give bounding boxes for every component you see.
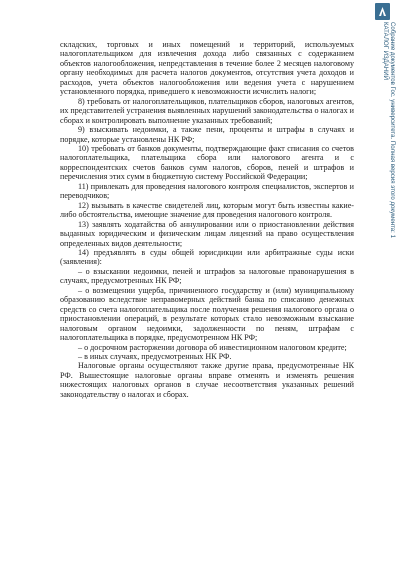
- document-body: [60, 40, 354, 399]
- paragraph-item-11: 11) привлекать для проведения налогового контроля специалистов, экспертов и переводчиков;: [60, 181, 354, 201]
- paragraph-other-rights: Налоговые органы осуществляют также другие права, предусмотренные НК РФ. Вышестоящие налоговые органы вправе отменять и изменять решения нижестоящих налоговых органов в случае несоответствия указанных решений законодательству о налогах и сборах.: [60, 361, 354, 399]
- paragraph-claim-other: – в иных случаях, предусмотренных НК РФ.: [78, 351, 232, 361]
- paragraph-item-14: 14) предъявлять в суды общей юрисдикции или арбитражные суды иски (заявления):: [60, 247, 354, 267]
- paragraph-item-10: 10) требовать от банков документы, подтверждающие факт списания со счетов налогоплательщика, плательщика сбора или налогового агента и с корреспондентских счетов банков сумм налогов, сборов, пеней и штрафов и перечисления этих сумм в бюджетную систему Российской Федерации;: [60, 143, 354, 182]
- paragraph-claim-arrears: – о взыскании недоимки, пеней и штрафов за налоговые правонарушения в случаях, предусмотренных НК РФ;: [60, 266, 354, 286]
- paragraph-item-12: 12) вызывать в качестве свидетелей лиц, которым могут быть известны какие-либо обстоятельства, имеющие значение для проведения налогового контроля.: [60, 200, 354, 220]
- side-watermark-line2: КАТАЛОГ ИЗДАНИЙ: [382, 22, 390, 81]
- paragraph-item-8: 8) требовать от налогоплательщиков, плательщиков сборов, налоговых агентов, их представителей устранения выявленных нарушений законодательства о налогах и сборах и контролировать выполнение указанных требований;: [60, 96, 354, 125]
- paragraph-claim-credit: – о досрочном расторжении договора об инвестиционном налоговом кредите;: [78, 342, 347, 352]
- side-watermark: [383, 22, 395, 392]
- side-watermark-line1: Собрание документов Гос. университета. Полная версия этого документа: 1: [389, 22, 396, 238]
- paragraph-claim-damages: – о возмещении ущерба, причиненного государству и (или) муниципальному образованию вследствие неправомерных действий банка по списанию денежных средств со счета налогоплательщика после получения решения налогового органа о приостановлении операций, в результате которых стало невозможным взыскание налоговым органом недоимки, задолженности по пеням, штрафам с налогоплательщика в порядке, предусмотренном НК РФ;: [60, 285, 354, 343]
- logo-mark-icon: [379, 7, 386, 16]
- paragraph-item-13: 13) заявлять ходатайства об аннулировании или о приостановлении действия выданных юридическим и физическим лицам лицензий на право осуществления определенных видов деятельности;: [60, 219, 354, 248]
- paragraph-item-9: 9) взыскивать недоимки, а также пени, проценты и штрафы в случаях и порядке, которые установлены НК РФ;: [60, 125, 354, 144]
- library-logo-icon: [375, 3, 390, 20]
- paragraph-premises: складских, торговых и иных помещений и территорий, используемых налогоплательщиком для извлечения дохода либо связанных с содержанием объектов налогообложения, непредставления в течение более 2 месяцев налоговому органу необходимых для расчета налогов документов, отсутствия учета доходов и расходов, учета объектов налогообложения или ведения учета с нарушением установленного порядка, приведшего к невозможности исчислить налоги;: [60, 40, 354, 97]
